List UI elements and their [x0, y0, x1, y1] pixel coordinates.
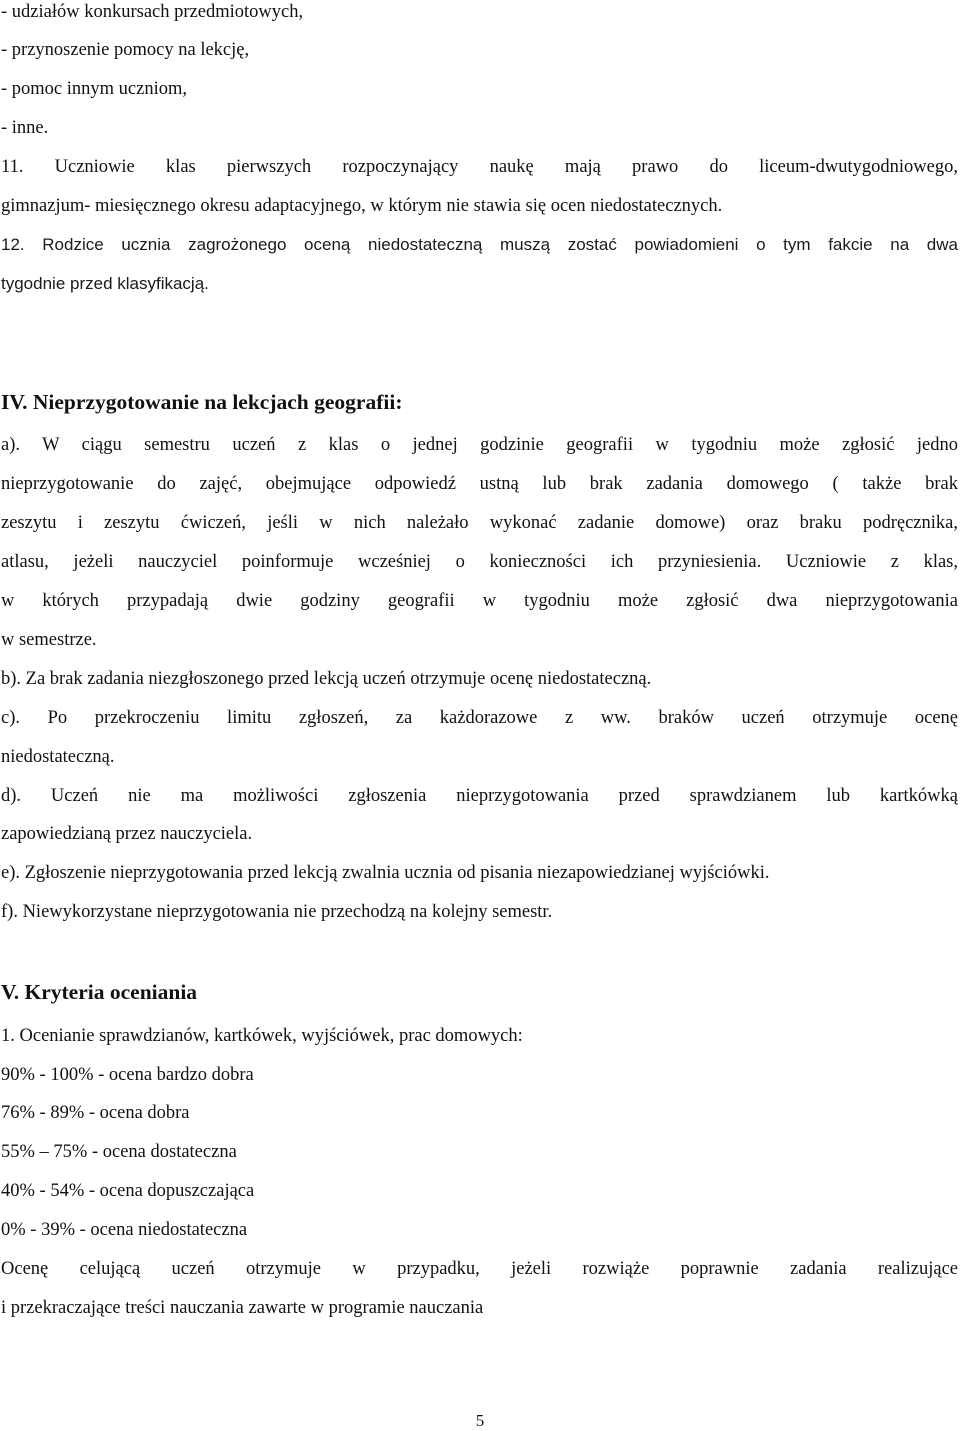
- paragraph-line: 12. Rodzice ucznia zagrożonego oceną niedostateczną muszą zostać powiadomieni o tym fakcie na dwa: [1, 235, 958, 254]
- paragraph-line: gimnazjum- miesięcznego okresu adaptacyjnego, w którym nie stawia się ocen niedostatecznych.: [1, 196, 723, 216]
- paragraph-line: w semestrze.: [1, 630, 97, 650]
- paragraph-line: w których przypadają dwie godziny geografii w tygodniu może zgłosić dwa nieprzygotowania: [1, 591, 958, 611]
- paragraph-line: d). Uczeń nie ma możliwości zgłoszenia nieprzygotowania przed sprawdzianem lub kartkówką: [1, 786, 958, 806]
- grade-line: 0% - 39% - ocena niedostateczna: [1, 1220, 248, 1240]
- paragraph-line: 1. Ocenianie sprawdzianów, kartkówek, wyjściówek, prac domowych:: [1, 1026, 523, 1046]
- page-number: 5: [475, 1411, 485, 1430]
- paragraph-line: b). Za brak zadania niezgłoszonego przed lekcją uczeń otrzymuje ocenę niedostateczną.: [1, 669, 652, 689]
- paragraph-line: i przekraczające treści nauczania zawarte w programie nauczania: [1, 1298, 484, 1318]
- paragraph-line: Ocenę celującą uczeń otrzymuje w przypadku, jeżeli rozwiąże poprawnie zadania realizujące: [1, 1259, 958, 1279]
- list-item: - udziałów konkursach przedmiotowych,: [1, 2, 304, 22]
- paragraph-line: atlasu, jeżeli nauczyciel poinformuje wcześniej o konieczności ich przyniesienia. Uczniowie z klas,: [1, 552, 958, 572]
- grade-line: 40% - 54% - ocena dopuszczająca: [1, 1181, 255, 1201]
- section-heading: IV. Nieprzygotowanie na lekcjach geografii:: [1, 390, 403, 414]
- paragraph-line: e). Zgłoszenie nieprzygotowania przed lekcją zwalnia ucznia od pisania niezapowiedzianej wyjściówki.: [1, 863, 770, 883]
- paragraph-line: a). W ciągu semestru uczeń z klas o jednej godzinie geografii w tygodniu może zgłosić jedno: [1, 435, 958, 455]
- paragraph-line: f). Niewykorzystane nieprzygotowania nie przechodzą na kolejny semestr.: [1, 902, 553, 922]
- list-item: - przynoszenie pomocy na lekcję,: [1, 40, 250, 60]
- paragraph-line: tygodnie przed klasyfikacją.: [1, 274, 209, 293]
- grade-line: 55% – 75% - ocena dostateczna: [1, 1142, 237, 1162]
- grade-line: 76% - 89% - ocena dobra: [1, 1103, 190, 1123]
- list-item: - inne.: [1, 118, 49, 138]
- paragraph-line: nieprzygotowanie do zajęć, obejmujące odpowiedź ustną lub brak zadania domowego ( także brak: [1, 474, 958, 494]
- paragraph-line: 11. Uczniowie klas pierwszych rozpoczynający naukę mają prawo do liceum-dwutygodniowego,: [1, 157, 958, 177]
- paragraph-line: zeszytu i zeszytu ćwiczeń, jeśli w nich należało wykonać zadanie domowe) oraz braku podręcznika,: [1, 513, 958, 533]
- grade-line: 90% - 100% - ocena bardzo dobra: [1, 1065, 254, 1085]
- section-heading: V. Kryteria oceniania: [1, 980, 198, 1004]
- paragraph-line: c). Po przekroczeniu limitu zgłoszeń, za każdorazowe z ww. braków uczeń otrzymuje ocenę: [1, 708, 958, 728]
- list-item: - pomoc innym uczniom,: [1, 79, 187, 99]
- paragraph-line: zapowiedzianą przez nauczyciela.: [1, 824, 253, 844]
- paragraph-line: niedostateczną.: [1, 747, 115, 767]
